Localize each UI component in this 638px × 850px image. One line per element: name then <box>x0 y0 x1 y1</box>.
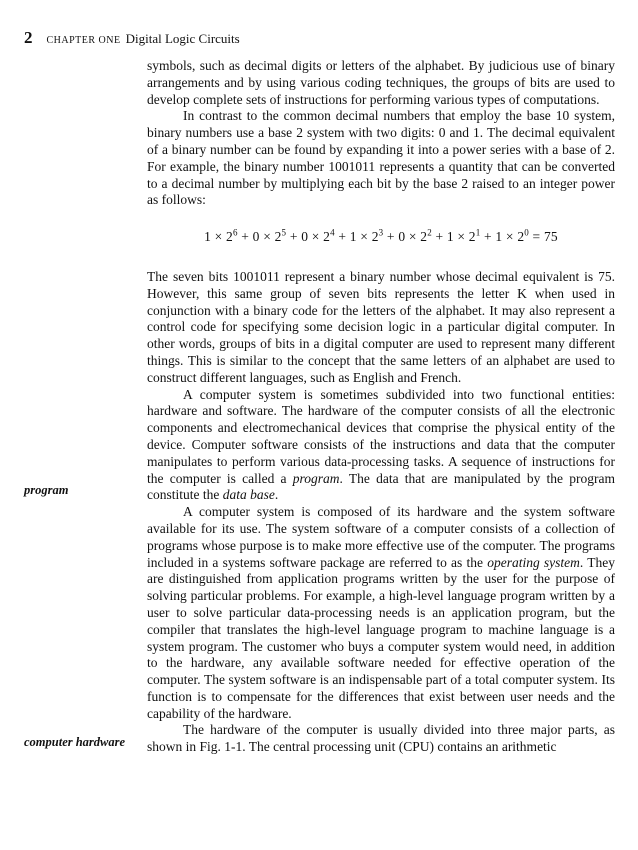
equation-term: $0 \times 2^5$ <box>252 227 287 245</box>
paragraph-1: symbols, such as decimal digits or letters of the alphabet. By judicious use of binary arrangements and by using various coding techniques, the groups of bits are used to develop complete sets of instructions for performing various types of computations. <box>147 58 615 107</box>
margin-note-program: program <box>24 483 69 497</box>
equation-term: $0 \times 2^2$ <box>398 227 432 245</box>
paragraph-5: A computer system is composed of its hardware and the system software available for its use. The system software of a computer consists of a collection of programs whose purpose is to make more effective use of the computer. The programs included in a systems software package are referred to as the operating system. They are distinguished from application programs written by the user for the purpose of solving particular problems. For example, a high-level language program written by a user to solve particular data-processing needs is an application program, but the compiler that translates the high-level language program to machine language is a system program. The customer who buys a computer system would need, in addition to the hardware, any available software needed for effective operation of the computer. The system software is an indispensable part of a total computer system. Its function is to compensate for the differences that exist between user needs and the capability of the hardware. <box>147 504 615 721</box>
equation-term: $1 \times 2^0$ <box>495 227 529 245</box>
equation-term: $1 \times 2^6$ <box>204 227 238 245</box>
equation-term: $1 \times 2^1$ <box>446 227 481 245</box>
page-number: 2 <box>24 28 33 47</box>
paragraph-2: In contrast to the common decimal numbers that employ the base 10 system, binary numbers use a base 2 system with two digits: 0 and 1. The decimal equivalent of a binary number can be found by expanding it into a power series with a base of 2. For example, the binary number 1001011 represents a quantity that can be converted to a decimal number by multiplying each bit by the base 2 raised to an integer power as follows: <box>147 108 615 208</box>
term-program: program <box>292 470 340 486</box>
margin-note-computer-hardware: computer hardware <box>24 735 126 749</box>
equation-term: $1 \times 2^3$ <box>349 227 384 245</box>
paragraph-4: A computer system is sometimes subdivided into two functional entities: hardware and software. The hardware of the computer consists of all the electronic components and electromechanical devices that comprise the physical entity of the device. Computer software consists of the instructions and data that the computer manipulates to perform various data-processing tasks. A sequence of instructions for the computer is called a program. The data that are manipulated by the program constitute the data base. <box>147 386 615 503</box>
body-text <box>147 58 615 756</box>
chapter-label: CHAPTER ONE <box>46 35 121 46</box>
running-header <box>24 28 624 48</box>
equation-term: $0 \times 2^4$ <box>301 227 335 245</box>
chapter-title: Digital Logic Circuits <box>125 31 240 46</box>
equation-result: 75 <box>543 229 558 245</box>
paragraph-6: The hardware of the computer is usually divided into three major parts, as shown in Fig. 1-1. The central processing unit (CPU) contains an arithmetic <box>147 722 615 755</box>
term-data-base: data base <box>222 487 275 503</box>
paragraph-3: The seven bits 1001011 represent a binary number whose decimal equivalent is 75. However, this same group of seven bits represents the letter K when used in conjunction with a binary code for the letters of the alphabet. It may also represent a control code for specifying some decision logic in a particular digital computer. In other words, groups of bits in a digital computer are used to represent many different things. This is similar to the concept that the same letters of an alphabet are used to construct different languages, such as English and French. <box>147 268 615 385</box>
term-operating-system: operating system <box>487 554 580 570</box>
equation: $1 \times 2^6 + 0 \times 2^5 + 0 \times 2^4 + 1 \times 2^3 + 0 \times 2^2 + 1 \times 2^1 + 1 \times 2^0 = 75$ <box>204 227 558 245</box>
